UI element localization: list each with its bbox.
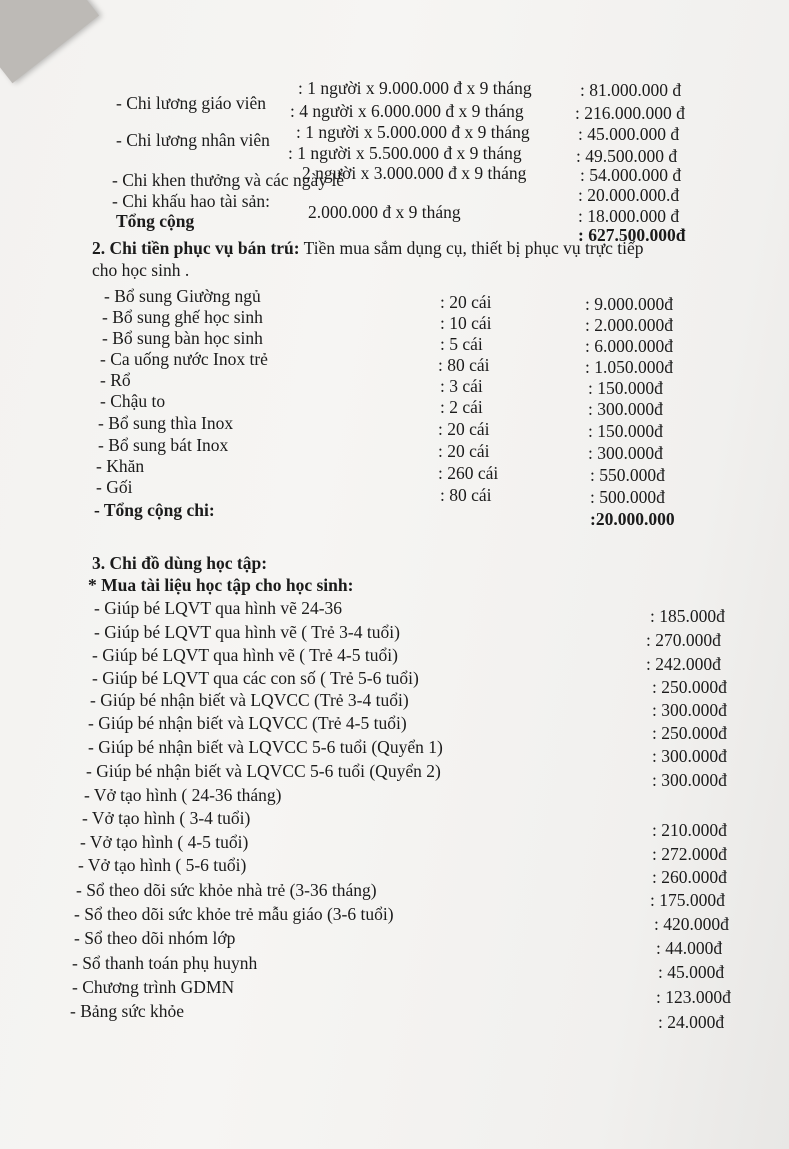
- salary-amount: : 81.000.000 đ: [580, 80, 682, 100]
- doc-item-name: - Giúp bé nhận biết và LQVCC 5-6 tuổi (Quyển 1): [88, 737, 443, 757]
- item-name: - Bổ sung thìa Inox: [98, 413, 234, 433]
- doc-item-name: - Vở tạo hình ( 4-5 tuổi): [80, 832, 249, 852]
- doc-item-amount: : 123.000đ: [656, 987, 731, 1007]
- doc-item-name: - Giúp bé LQVT qua hình vẽ ( Trẻ 4-5 tuổi): [92, 645, 398, 665]
- section3-title: 3. Chi đồ dùng học tập:: [92, 553, 268, 573]
- salary-amount: : 18.000.000 đ: [578, 206, 680, 226]
- folded-corner: [0, 0, 99, 83]
- salary-calc: : 1 người x 9.000.000 đ x 9 tháng: [298, 78, 532, 98]
- item-qty: : 3 cái: [440, 376, 483, 396]
- doc-item-amount: : 270.000đ: [646, 630, 721, 650]
- doc-item-name: - Giúp bé LQVT qua các con số ( Trẻ 5-6 tuổi): [92, 668, 419, 688]
- salary-label: - Chi lương nhân viên: [116, 130, 270, 150]
- item-name: - Bổ sung Giường ngủ: [104, 286, 261, 306]
- item-name: - Khăn: [96, 456, 145, 476]
- doc-item-amount: : 260.000đ: [652, 867, 727, 887]
- item-name: - Rổ: [100, 370, 131, 390]
- doc-item-amount: : 44.000đ: [656, 938, 723, 958]
- salary-amount: : 20.000.000.đ: [578, 185, 680, 205]
- salary-calc: 2.000.000 đ x 9 tháng: [308, 202, 461, 222]
- doc-item-amount: : 242.000đ: [646, 654, 721, 674]
- item-amount: : 300.000đ: [588, 443, 663, 463]
- salary-total-label: Tổng cộng: [116, 211, 195, 231]
- doc-item-amount: : 175.000đ: [650, 890, 725, 910]
- doc-item-name: - Vở tạo hình ( 24-36 tháng): [84, 785, 282, 805]
- doc-item-amount: : 420.000đ: [654, 914, 729, 934]
- item-amount: : 1.050.000đ: [585, 357, 673, 377]
- item-qty: : 80 cái: [438, 355, 490, 375]
- salary-total-amount: : 627.500.000đ: [578, 225, 686, 245]
- section2-title: 2. Chi tiền phục vụ bán trú:: [92, 238, 300, 258]
- salary-calc: 2 người x 3.000.000 đ x 9 tháng: [302, 163, 527, 183]
- item-amount: : 300.000đ: [588, 399, 663, 419]
- item-name: - Ca uống nước Inox trẻ: [100, 349, 268, 369]
- item-qty: : 20 cái: [438, 419, 490, 439]
- section2-desc2: cho học sinh .: [92, 260, 190, 280]
- doc-item-name: - Vở tạo hình ( 5-6 tuổi): [78, 855, 247, 875]
- doc-item-amount: : 24.000đ: [658, 1012, 725, 1032]
- item-amount: : 150.000đ: [588, 421, 663, 441]
- doc-item-name: - Giúp bé LQVT qua hình vẽ 24-36: [94, 598, 343, 618]
- item-amount: : 550.000đ: [590, 465, 665, 485]
- item-amount: : 2.000.000đ: [585, 315, 673, 335]
- section2-heading: [92, 238, 644, 258]
- item-qty: : 20 cái: [438, 441, 490, 461]
- doc-item-amount: : 45.000đ: [658, 962, 725, 982]
- item-qty: : 2 cái: [440, 397, 483, 417]
- doc-item-name: - Giúp bé nhận biết và LQVCC (Trẻ 3-4 tuổi): [90, 690, 409, 710]
- item-qty: : 260 cái: [438, 463, 499, 483]
- salary-calc: : 4 người x 6.000.000 đ x 9 tháng: [290, 101, 524, 121]
- section2-desc: Tiền mua sắm dụng cụ, thiết bị phục vụ trực tiếp: [299, 238, 644, 258]
- item-amount: : 500.000đ: [590, 487, 665, 507]
- item-name: - Bổ sung ghế học sinh: [102, 307, 263, 327]
- salary-amount: : 45.000.000 đ: [578, 124, 680, 144]
- item-name: - Chậu to: [100, 391, 166, 411]
- item-amount: : 9.000.000đ: [585, 294, 673, 314]
- doc-item-amount: : 300.000đ: [652, 746, 727, 766]
- item-qty: : 20 cái: [440, 292, 492, 312]
- doc-item-amount: : 185.000đ: [650, 606, 725, 626]
- doc-item-name: - Sổ theo dõi sức khỏe nhà trẻ (3-36 tháng): [76, 880, 377, 900]
- salary-label: - Chi khấu hao tài sản:: [112, 191, 270, 211]
- doc-item-name: - Chương trình GDMN: [72, 977, 235, 997]
- section2-total-label: - Tổng cộng chi:: [94, 500, 215, 520]
- salary-label: - Chi lương giáo viên: [116, 93, 266, 113]
- salary-amount: : 54.000.000 đ: [580, 165, 682, 185]
- doc-item-name: - Giúp bé nhận biết và LQVCC (Trẻ 4-5 tuổi): [88, 713, 407, 733]
- salary-amount: : 49.500.000 đ: [576, 146, 678, 166]
- salary-calc: : 1 người x 5.500.000 đ x 9 tháng: [288, 143, 522, 163]
- doc-item-amount: : 300.000đ: [652, 770, 727, 790]
- item-name: - Gối: [96, 477, 133, 497]
- item-qty: : 10 cái: [440, 313, 492, 333]
- doc-item-name: - Giúp bé LQVT qua hình vẽ ( Trẻ 3-4 tuổi): [94, 622, 400, 642]
- salary-amount: : 216.000.000 đ: [575, 103, 685, 123]
- item-name: - Bổ sung bát Inox: [98, 435, 229, 455]
- item-amount: : 6.000.000đ: [585, 336, 673, 356]
- item-qty: : 80 cái: [440, 485, 492, 505]
- salary-calc: : 1 người x 5.000.000 đ x 9 tháng: [296, 122, 530, 142]
- section2-total-amount: :20.000.000: [590, 509, 675, 529]
- item-name: - Bổ sung bàn học sinh: [102, 328, 263, 348]
- doc-item-name: - Sổ theo dõi sức khỏe trẻ mẫu giáo (3-6 tuổi): [74, 904, 394, 924]
- doc-item-amount: : 272.000đ: [652, 844, 727, 864]
- doc-item-name: - Sổ thanh toán phụ huynh: [72, 953, 258, 973]
- doc-item-name: - Sổ theo dõi nhóm lớp: [74, 928, 236, 948]
- doc-item-amount: : 250.000đ: [652, 723, 727, 743]
- doc-item-amount: : 250.000đ: [652, 677, 727, 697]
- doc-item-name: - Bảng sức khỏe: [70, 1001, 184, 1021]
- salary-label: - Chi khen thưởng và các ngày lễ: [112, 170, 345, 190]
- doc-item-name: - Giúp bé nhận biết và LQVCC 5-6 tuổi (Quyển 2): [86, 761, 441, 781]
- doc-item-amount: : 300.000đ: [652, 700, 727, 720]
- item-amount: : 150.000đ: [588, 378, 663, 398]
- doc-item-amount: : 210.000đ: [652, 820, 727, 840]
- section3-subtitle: * Mua tài liệu học tập cho học sinh:: [88, 575, 354, 595]
- doc-item-name: - Vở tạo hình ( 3-4 tuổi): [82, 808, 251, 828]
- item-qty: : 5 cái: [440, 334, 483, 354]
